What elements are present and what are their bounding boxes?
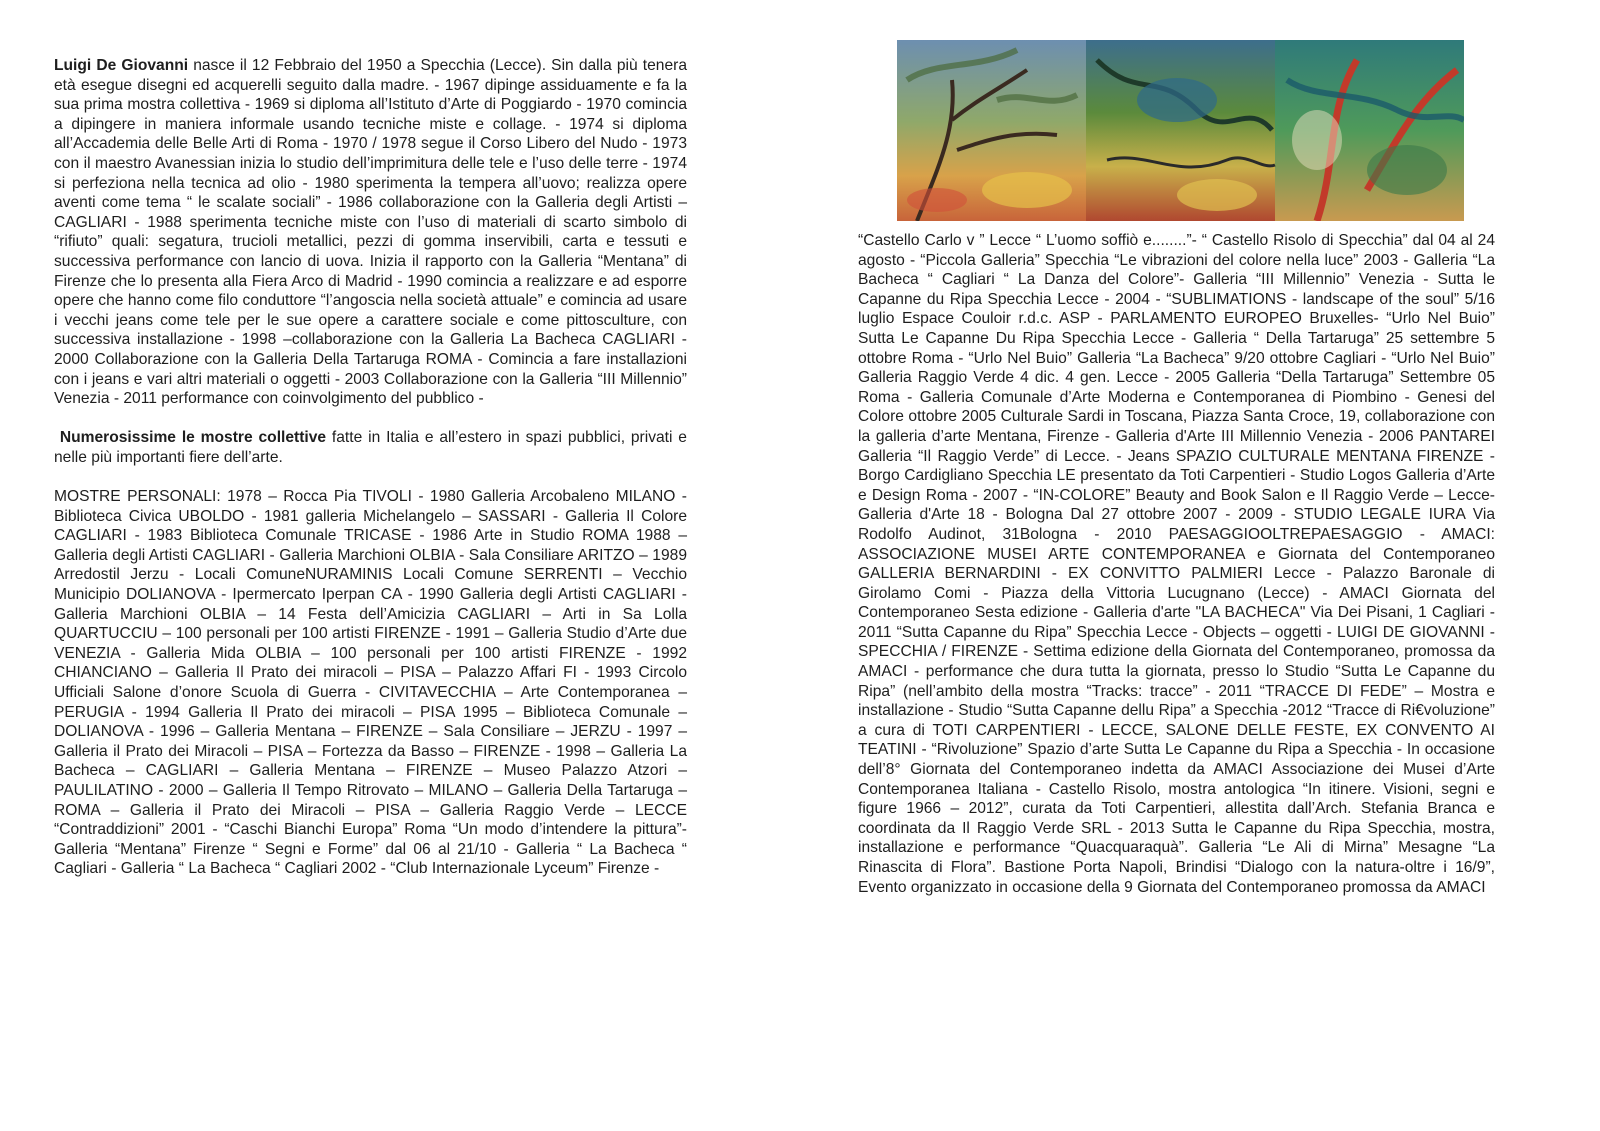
bio-paragraph	[54, 56, 687, 409]
collective-paragraph	[54, 428, 687, 467]
painting-triptych-image	[897, 40, 1464, 221]
left-column	[54, 56, 687, 879]
artist-name: Luigi De Giovanni	[54, 57, 189, 74]
personal-exhibitions-paragraph: MOSTRE PERSONALI: 1978 – Rocca Pia TIVOLI - 1980 Galleria Arcobaleno MILANO - Biblioteca Civica UBOLDO - 1981 galleria Michelangelo – SASSARI - Galleria Il Colore CAGLIARI - 1983 Biblioteca Comunale TRICASE - 1986 Arte in Studio ROMA 1988 – Galleria degli Artisti CAGLIARI - Galleria Marchioni OLBIA - Sala Consiliare ARITZO – 1989 Arredostil Jerzu - Locali ComuneNURAMINIS Locali Comune SERRENTI – Vecchio Municipio DOLIANOVA - Ipermercato Iperpan CA - 1990 Galleria degli Artisti CAGLIARI - Galleria Marchioni OLBIA – 14 Festa dell’Amicizia CAGLIARI – Arti in Sa Lolla QUARTUCCIU – 100 personali per 100 artisti FIRENZE - 1991 – Galleria Studio d’Arte due VENEZIA - Galleria Mida OLBIA – 100 personali per 100 artisti FIRENZE - 1992 CHIANCIANO – Galleria Il Prato dei miracoli – PISA – Palazzo Affari FI - 1993 Circolo Ufficiali Salone d’onore Scuola di Guerra - CIVITAVECCHIA – Arte Contemporanea – PERUGIA - 1994 Galleria Il Prato dei miracoli – PISA 1995 – Biblioteca Comunale – DOLIANOVA - 1996 – Galleria Mentana – FIRENZE – Sala Consiliare – JERZU - 1997 – Galleria il Prato dei Miracoli – PISA – Fortezza da Basso – FIRENZE - 1998 – Galleria La Bacheca – CAGLIARI – Galleria Mentana – FIRENZE – Museo Palazzo Atzori – PAULILATINO - 2000 – Galleria Il Tempo Ritrovato – MILANO – Galleria Della Tartaruga – ROMA – Galleria il Prato dei Miracoli – PISA – Galleria Raggio Verde – LECCE “Contraddizioni” 2001 - “Caschi Bianchi Europa” Roma “Un modo d’intendere la pittura”- Galleria “Mentana” Firenze “ Segni e Forme” dal 06 al 21/10 - Galleria “ La Bacheca “ Cagliari - Galleria “ La Bacheca “ Cagliari 2002 - “Club Internazionale Lyceum” Firenze -	[54, 488, 687, 878]
collective-text: fatte in Italia e all’estero in spazi pubblici, privati e nelle più importanti fiere dell’arte.	[54, 429, 687, 466]
collective-heading: Numerosissime le mostre collettive	[59, 429, 327, 447]
bio-text: nasce il 12 Febbraio del 1950 a Specchia (Lecce). Sin dalla più tenera età esegue disegni ed acquerelli seguito dalla madre. - 1967 dipinge assiduamente e fa la sua prima mostra collettiva - 1969 si diploma all’Istituto d’Arte di Poggiardo - 1970 comincia a dipingere in maniera informale usando tecniche miste e collage. - 1974 si diploma all’Accademia delle Belle Arti di Roma - 1970 / 1978 segue il Corso Libero del Nudo - 1973 con il maestro Avanessian inizia lo studio dell’imprimitura delle tele e l’uso delle terre - 1974 si perfeziona nella tecnica ad olio - 1980 sperimenta la tempera all’uovo; realizza opere aventi come tema “ le scalate sociali” - 1986 collaborazione con la Galleria degli Artisti – CAGLIARI - 1988 sperimenta tecniche miste con l’uso di materiali di scarto simbolo di “rifiuto” quali: segatura, trucioli metallici, pezzi di gomma inservibili, carta e tessuti e successiva performance con lancio di uova. Inizia il rapporto con la Galleria “Mentana” di Firenze che lo presenta alla Fiera Arco di Madrid - 1990 comincia a realizzare e ad esporre opere che hanno come filo conduttore “l’angoscia nella società attuale” e comincia ad usare i vecchi jeans come tele per le sue opere a carattere sociale e come pittosculture, con successiva installazione - 1998 –collaborazione con la Galleria La Bacheca CAGLIARI - 2000 Collaborazione con la Galleria Della Tartaruga ROMA - Comincia a fare installazioni con i jeans e vari altri materiali o oggetti - 2003 Collaborazione con la Galleria “III Millennio” Venezia - 2011 performance con coinvolgimento del pubblico -	[54, 57, 687, 408]
exhibitions-continuation-paragraph: “Castello Carlo v ” Lecce “ L’uomo soffiò e........”- “ Castello Risolo di Specchia” dal 04 al 24 agosto - “Piccola Galleria” Specchia “Le vibrazioni del colore nella luce” 2003 - Galleria “La Bacheca “ Cagliari “ La Danza del Colore”- Galleria “III Millennio” Venezia - Sutta le Capanne du Ripa Specchia Lecce - 2004 - “SUBLIMATIONS - landscape of the soul” 5/16 luglio Espace Couloir r.d.c. ASP - PARLAMENTO EUROPEO Bruxelles- “Urlo Nel Buio” Sutta Le Capanne Du Ripa Specchia Lecce - Galleria “ Della Tartaruga” 25 settembre 5 ottobre Roma - “Urlo Nel Buio” Galleria “La Bacheca” 9/20 ottobre Cagliari - “Urlo Nel Buio” Galleria Raggio Verde 4 dic. 4 gen. Lecce - 2005 Galleria “Della Tartaruga” Settembre 05 Roma - Galleria Comunale d’Arte Moderna e Contemporanea di Piombino - Genesi del Colore ottobre 2005 Culturale Sardi in Toscana, Piazza Santa Croce, 19, collaborazione con la galleria d’arte Mentana, Firenze - Galleria d'Arte III Millennio Venezia - 2006 PANTAREI Galleria “Il Raggio Verde” di Lecce. - Jeans SPAZIO CULTURALE MENTANA FIRENZE - Borgo Cardigliano Specchia LE presentato da Toti Carpentieri - Studio Logos Galleria d’Arte e Design Roma - 2007 - “IN-COLORE” Beauty and Book Salon e Il Raggio Verde – Lecce- Galleria d'Arte 18 - Bologna Dal 27 ottobre 2007 - 2009 - STUDIO LEGALE IURA Via Rodolfo Audinot, 31Bologna - 2010 PAESAGGIOOLTREPAESAGGIO - AMACI: ASSOCIAZIONE MUSEI ARTE CONTEMPORANEA e Giornata del Contemporaneo GALLERIA BERNARDINI - EX CONVITTO PALMIERI Lecce - Palazzo Baronale di Girolamo Comi - Piazza della Vittoria Lucugnano (Lecce) - AMACI Giornata del Contemporaneo Sesta edizione - Galleria d'arte "LA BACHECA" Via Dei Pisani, 1 Cagliari - 2011 “Sutta Capanne du Ripa” Specchia Lecce - Objects – oggetti - LUIGI DE GIOVANNI - SPECCHIA / FIRENZE - Settima edizione della Giornata del Contemporaneo, promossa da AMACI - performance che dura tutta la giornata, presso lo Studio “Sutta Le Capanne du Ripa” (nell’ambito della mostra “Tracks: tracce” - 2011 “TRACCE DI FEDE” – Mostra e installazione - Studio “Sutta Capanne dellu Ripa” a Specchia -2012 “Tracce di Ri€voluzione” a cura di TOTI CARPENTIERI - LECCE, SALONE DELLE FESTE, EX CONVENTO AI TEATINI - “Rivoluzione” Spazio d’arte Sutta Le Capanne du Ripa a Specchia - In occasione dell’8° Giornata del Contemporaneo indetta da AMACI Associazione dei Musei d’Arte Contemporanea Italiana - Castello Risolo, mostra antologica “In itinere. Visioni, segni e figure 1966 – 2012”, curata da Toti Carpentieri, allestita dall’Arch. Stefania Branca e coordinata da Il Raggio Verde SRL - 2013 Sutta le Capanne du Ripa Specchia, mostra, installazione e performance “Quacquaraquà”. Galleria “Le Ali di Mirna” Mesagne “La Rinascita di Flora”. Bastione Porta Napoli, Brindisi “Dialogo con la natura-oltre i 16/9”, Evento organizzato in occasione della 9 Giornata del Contemporaneo promossa da AMACI	[858, 232, 1495, 896]
right-column	[858, 231, 1495, 897]
